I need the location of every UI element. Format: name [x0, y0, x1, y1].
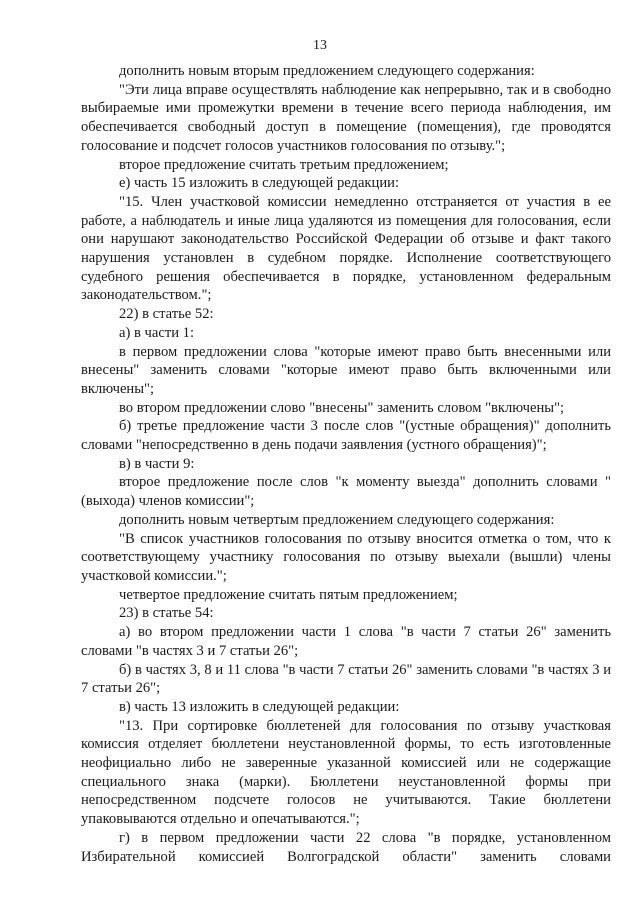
paragraph-13: дополнить новым четвертым предложением следующего содержания: — [119, 511, 555, 528]
paragraph-3: второе предложение считать третьим предложением; — [119, 156, 449, 173]
paragraph-9: во втором предложении слово "внесены" заменить словом "включены"; — [119, 399, 565, 416]
paragraph-20: "13. При сортировке бюллетеней для голосования по отзыву участковая комиссия отделяет бюллетени неустановленной формы, то есть изготовленные неофициально либо не заверенные указанной комиссией или не содержащие специального знака (марки). Бюллетени неустановленной формы при непосредственном подсчете голосов не учитываются. Такие бюллетени упаковываются отдельно и опечатываются."; — [81, 717, 611, 828]
page-number: 13 — [313, 38, 327, 53]
paragraph-12: второе предложение после слов "к моменту выезда" дополнить словами "(выхода) членов комиссии"; — [81, 474, 611, 510]
paragraph-4: е) часть 15 изложить в следующей редакции: — [119, 175, 400, 192]
paragraph-15: четвертое предложение считать пятым предложением; — [119, 586, 458, 603]
paragraph-14: "В список участников голосования по отзыву вносится отметка о том, что к соответствующему участнику голосования по отзыву выехали (вышли) члены участковой комиссии."; — [81, 530, 611, 584]
paragraph-19: в) часть 13 изложить в следующей редакции: — [119, 698, 400, 715]
paragraph-16: 23) в статье 54: — [119, 605, 214, 622]
paragraph-1: дополнить новым вторым предложением следующего содержания: — [119, 63, 535, 79]
paragraph-6: 22) в статье 52: — [119, 306, 214, 323]
paragraph-2: "Эти лица вправе осуществлять наблюдение как непрерывно, так и в свободно выбираемые ими промежутки времени в течение всего периода наблюдения, им обеспечивается свободный доступ в помещение (помещения), где проводятся голосование и подсчет голосов участников голосования по отзыву."; — [81, 81, 611, 154]
paragraph-11: в) в части 9: — [119, 455, 195, 472]
paragraph-21: г) в первом предложении части 22 слова "в порядке, установленном Избирательной комиссией Волгоградской области" заменить словами — [81, 829, 611, 865]
paragraph-7: а) в части 1: — [119, 324, 195, 341]
paragraph-5: "15. Член участковой комиссии немедленно отстраняется от участия в ее работе, а наблюдатель и иные лица удаляются из помещения для голосования, если они нарушают законодательство Российской Федерации об отзыве и факт такого нарушения установлен в судебном порядке. Исполнение соответствующего судебного решения обеспечивается в порядке, установленном федеральным законодательством."; — [81, 193, 611, 304]
paragraph-17: а) во втором предложении части 1 слова "в части 7 статьи 26" заменить словами "в частях 3 и 7 статьи 26"; — [81, 624, 611, 659]
paragraph-18: б) в частях 3, 8 и 11 слова "в части 7 статьи 26" заменить словами "в частях 3 и 7 статьи 26"; — [81, 661, 611, 697]
document-body — [81, 62, 611, 866]
paragraph-10: б) третье предложение части 3 после слов "(устные обращения)" дополнить словами "непосредственно в день подачи заявления (устного обращения)"; — [81, 418, 611, 454]
paragraph-8: в первом предложении слова "которые имеют право быть внесенными или внесены" заменить словами "которые имеют право быть включенными или включены"; — [81, 343, 611, 397]
